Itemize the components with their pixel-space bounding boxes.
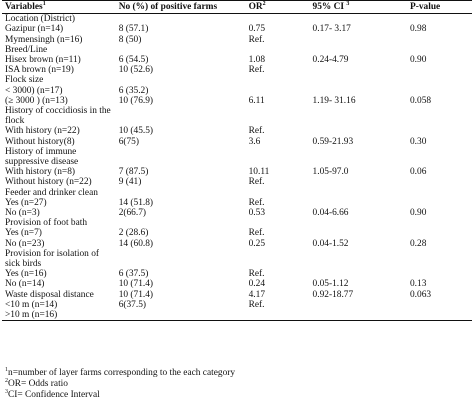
table-row: [2, 106, 472, 126]
variable-cell: (≥ 3000 ) (n=13): [5, 95, 68, 106]
footnote-text: CI= Confidence Interval: [8, 390, 100, 400]
positive-farms-cell: [116, 188, 246, 198]
table-row: [2, 96, 472, 106]
p-value-cell: [407, 188, 472, 198]
variable-cell: With history (n=8): [5, 167, 76, 178]
p-value-cell: 0.06: [409, 167, 427, 178]
odds-ratio-cell: 0.75: [248, 24, 266, 35]
table-row: [2, 279, 472, 289]
p-value-cell: 0.063: [409, 289, 432, 300]
positive-farms-cell: 10 (76.9): [118, 95, 154, 106]
table-row: [2, 228, 472, 238]
table-row: [2, 65, 472, 75]
positive-farms-cell: 2(66.7): [118, 208, 147, 219]
ci-cell: 0.92-18.77: [312, 289, 354, 300]
variable-cell: Mymensingh (n=16): [5, 34, 83, 45]
footnote: [5, 368, 235, 379]
variable-cell: ISA brown (n=19): [5, 65, 74, 76]
table-row: [2, 86, 472, 96]
header-confidence-interval: 95% CI $^3$: [310, 1, 407, 14]
odds-ratio-cell: 0.53: [248, 208, 266, 219]
variable-cell: Flock size: [5, 75, 44, 86]
odds-ratio-cell: 1.08: [248, 55, 266, 66]
table-row: [2, 290, 472, 300]
variable-cell: Hisex brown (n=11): [5, 55, 81, 66]
odds-ratio-cell: Ref.: [248, 269, 265, 280]
variable-cell: Yes (n=27): [5, 197, 47, 208]
ci-cell: [310, 126, 407, 136]
odds-ratio-cell: Ref.: [248, 299, 265, 310]
ci-cell: [310, 147, 407, 167]
odds-ratio-cell: [246, 14, 310, 25]
odds-ratio-cell: [246, 218, 310, 228]
odds-ratio-cell: [246, 249, 310, 269]
variable-cell: No (n=3): [5, 208, 40, 219]
odds-ratio-cell: [246, 106, 310, 126]
header-variables: Variables$^1$: [2, 1, 116, 14]
footnote-marker: 3: [5, 388, 8, 395]
footnote: [5, 379, 235, 390]
ci-cell: 0.05-1.12: [312, 279, 349, 290]
ci-cell: [310, 269, 407, 279]
table-row: [2, 218, 472, 228]
variable-cell: Waste disposal distance: [5, 289, 94, 300]
ci-cell: [310, 177, 407, 187]
variable-cell: <10 m (n=14): [5, 299, 58, 310]
odds-ratio-cell: [246, 188, 310, 198]
variable-cell: With history (n=22): [5, 126, 80, 137]
footnote-marker: 2: [5, 377, 8, 384]
p-value-cell: [407, 269, 472, 279]
positive-farms-cell: [116, 75, 246, 85]
odds-ratio-cell: [246, 147, 310, 167]
positive-farms-cell: 6 (35.2): [118, 85, 149, 96]
table-row: [2, 198, 472, 208]
ci-cell: [310, 106, 407, 126]
p-value-cell: [407, 177, 472, 187]
odds-ratio-cell: [246, 75, 310, 85]
variable-cell: Breed/Line: [5, 44, 48, 55]
table-row: [2, 249, 472, 269]
ci-cell: [310, 249, 407, 269]
table-row: [2, 45, 472, 55]
ci-cell: [310, 218, 407, 228]
variable-cell: Yes (n=16): [5, 269, 47, 280]
p-value-cell: 0.28: [409, 238, 427, 249]
p-value-cell: [407, 126, 472, 136]
p-value-cell: 0.13: [409, 279, 427, 290]
table-row: [2, 208, 472, 218]
p-value-cell: [407, 147, 472, 167]
variable-cell: Provision of foot bath: [5, 218, 88, 229]
odds-ratio-cell: Ref.: [248, 228, 265, 239]
header-positive-farms: No (%) of positive farms: [116, 1, 246, 14]
p-value-cell: 0.98: [409, 24, 427, 35]
risk-factor-table: [2, 0, 472, 321]
p-value-cell: [407, 45, 472, 55]
positive-farms-cell: [116, 14, 246, 25]
ci-cell: 1.19- 31.16: [312, 95, 356, 106]
odds-ratio-cell: Ref.: [248, 177, 265, 188]
odds-ratio-cell: 10.11: [248, 167, 270, 178]
odds-ratio-cell: 0.24: [248, 279, 266, 290]
odds-ratio-cell: 0.25: [248, 238, 266, 249]
p-value-cell: 0.90: [409, 208, 427, 219]
variable-cell: >10 m (n=16): [2, 310, 116, 321]
ci-cell: 0.59-21.93: [312, 136, 354, 147]
p-value-cell: [407, 14, 472, 25]
table-header-row: [2, 1, 472, 14]
odds-ratio-cell: [246, 86, 310, 96]
positive-farms-cell: 10 (45.5): [118, 126, 154, 137]
odds-ratio-cell: Ref.: [248, 126, 265, 137]
ci-cell: 0.17- 3.17: [312, 24, 351, 35]
ci-cell: [310, 14, 407, 25]
p-value-cell: [407, 75, 472, 85]
positive-farms-cell: 7 (87.5): [118, 167, 149, 178]
variable-cell: < 3000) (n=17): [5, 85, 63, 96]
table-row: [2, 310, 472, 321]
p-value-cell: [407, 300, 472, 310]
p-value-cell: [407, 198, 472, 208]
table-row: [2, 177, 472, 187]
ci-cell: [310, 45, 407, 55]
p-value-cell: [407, 65, 472, 75]
variable-cell: Provision for isolation of sick birds: [5, 248, 100, 270]
positive-farms-cell: [116, 218, 246, 228]
p-value-cell: [407, 249, 472, 269]
variable-cell: No (n=23): [5, 238, 45, 249]
odds-ratio-cell: Ref.: [248, 197, 265, 208]
positive-farms-cell: 10 (71.4): [118, 289, 154, 300]
table-row: [2, 167, 472, 177]
table-row: [2, 239, 472, 249]
ci-cell: [310, 35, 407, 45]
odds-ratio-cell: [246, 310, 310, 321]
odds-ratio-cell: 4.17: [248, 289, 266, 300]
p-value-cell: [407, 218, 472, 228]
positive-farms-cell: 6(75): [118, 136, 139, 147]
table-row: [2, 14, 472, 25]
variable-cell: Gazipur (n=14): [5, 24, 64, 35]
ci-cell: 1.05-97.0: [312, 167, 349, 178]
positive-farms-cell: 14 (51.8): [118, 197, 154, 208]
ci-cell: 0.24-4.79: [312, 55, 349, 66]
table-row: [2, 269, 472, 279]
positive-farms-cell: [116, 147, 246, 167]
p-value-cell: [407, 228, 472, 238]
p-value-cell: [407, 106, 472, 126]
table-row: [2, 75, 472, 85]
table-row: [2, 24, 472, 34]
ci-cell: [310, 65, 407, 75]
ci-cell: [310, 228, 407, 238]
ci-cell: [310, 300, 407, 310]
positive-farms-cell: 14 (60.8): [118, 238, 154, 249]
variable-cell: Without history (n=22): [5, 177, 92, 188]
odds-ratio-cell: 6.11: [248, 95, 265, 106]
p-value-cell: 0.90: [409, 55, 427, 66]
table-row: [2, 137, 472, 147]
table-row: [2, 147, 472, 167]
variable-cell: History of immune suppressive disease: [5, 146, 79, 168]
footnote-text: OR= Odds ratio: [8, 379, 68, 389]
table-footnotes: [5, 368, 235, 401]
table-row: [2, 300, 472, 310]
ci-cell: [310, 310, 407, 321]
variable-cell: No (n=14): [5, 279, 45, 290]
positive-farms-cell: 6 (54.5): [118, 55, 149, 66]
variable-cell: Location (District): [5, 14, 76, 25]
odds-ratio-cell: Ref.: [248, 34, 265, 45]
positive-farms-cell: 8 (50): [118, 34, 142, 45]
header-p-value: P-value: [407, 1, 472, 14]
positive-farms-cell: 2 (28.6): [118, 228, 149, 239]
p-value-cell: 0.058: [409, 95, 432, 106]
positive-farms-cell: [116, 310, 246, 321]
header-odds-ratio: $OR^2$: [246, 1, 310, 14]
variable-cell: Yes (n=7): [5, 228, 42, 239]
positive-farms-cell: 6(37.5): [118, 299, 147, 310]
footnote-text: n=number of layer farms corresponding to the each category: [8, 368, 236, 378]
variable-cell: Feeder and drinker clean: [5, 187, 98, 198]
odds-ratio-cell: [246, 45, 310, 55]
ci-cell: [310, 188, 407, 198]
table-row: [2, 35, 472, 45]
positive-farms-cell: [116, 106, 246, 126]
p-value-cell: 0.30: [409, 136, 427, 147]
table-row: [2, 188, 472, 198]
positive-farms-cell: 10 (71.4): [118, 279, 154, 290]
p-value-cell: [407, 35, 472, 45]
variable-cell: Without history(8): [5, 136, 75, 147]
positive-farms-cell: [116, 249, 246, 269]
variable-cell: History of coccidiosis in the flock: [5, 106, 111, 127]
footnote: [5, 390, 235, 401]
positive-farms-cell: 10 (52.6): [118, 65, 154, 76]
p-value-cell: [407, 86, 472, 96]
ci-cell: 0.04-1.52: [312, 238, 349, 249]
ci-cell: [310, 198, 407, 208]
odds-ratio-cell: 3.6: [248, 136, 261, 147]
table-row: [2, 55, 472, 65]
ci-cell: [310, 75, 407, 85]
table-row: [2, 126, 472, 136]
ci-cell: 0.04-6.66: [312, 208, 349, 219]
ci-cell: [310, 86, 407, 96]
footnote-marker: 1: [5, 366, 8, 373]
positive-farms-cell: 8 (57.1): [118, 24, 149, 35]
positive-farms-cell: [116, 45, 246, 55]
positive-farms-cell: 9 (41): [118, 177, 142, 188]
odds-ratio-cell: Ref.: [248, 65, 265, 76]
p-value-cell: [407, 310, 472, 321]
positive-farms-cell: 6 (37.5): [118, 269, 149, 280]
